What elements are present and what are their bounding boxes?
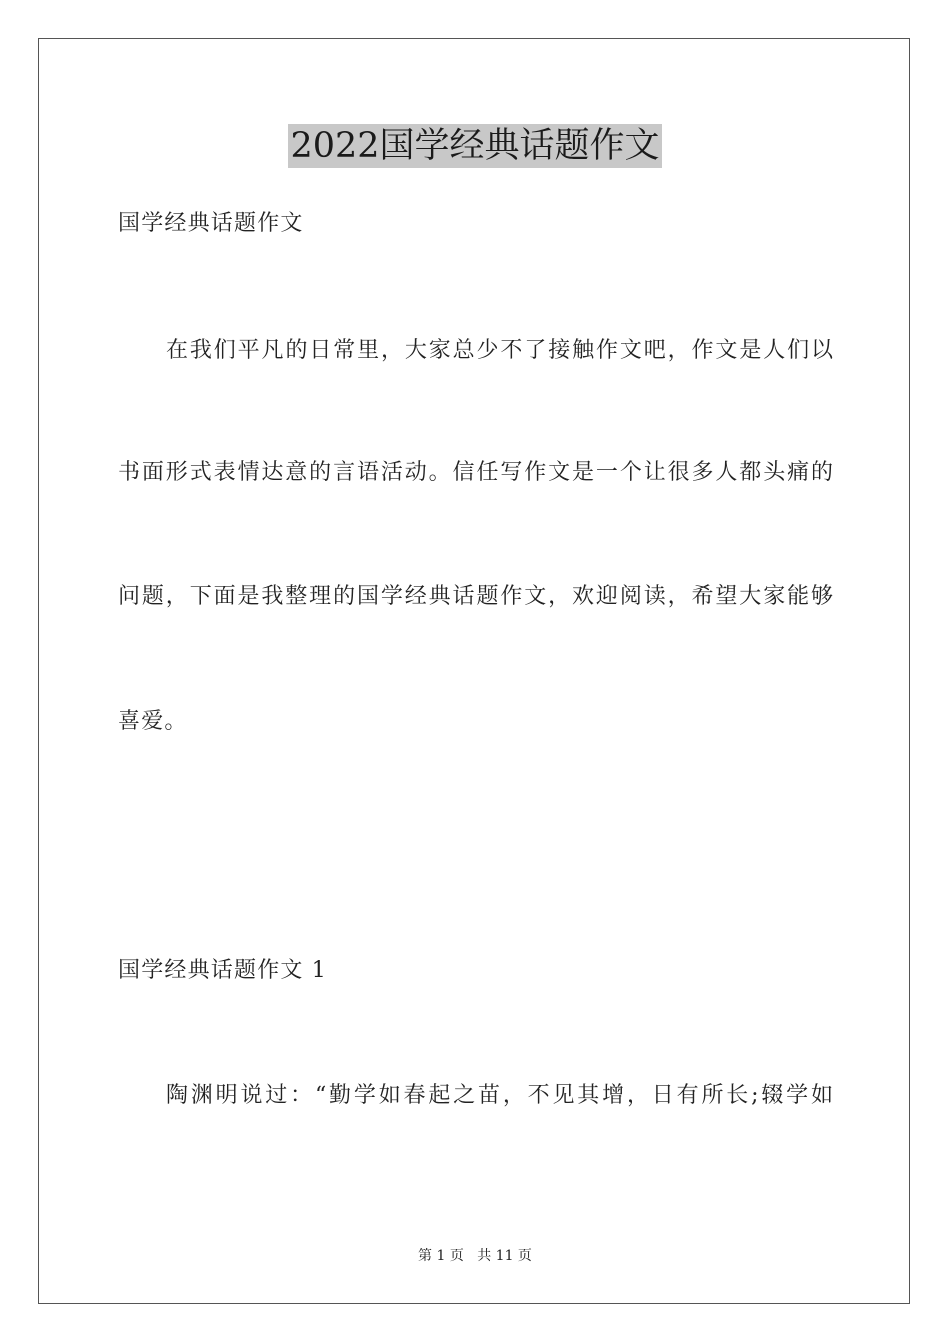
page-total: 共 11 页 — [477, 1248, 532, 1264]
intro-line-4: 喜爱。 — [118, 709, 188, 734]
section-heading: 国学经典话题作文 1 — [118, 958, 327, 983]
document-title: 2022国学经典话题作文 — [290, 126, 660, 166]
document-subtitle: 国学经典话题作文 — [118, 211, 304, 236]
title-container — [0, 124, 950, 168]
intro-line-3: 问题，下面是我整理的国学经典话题作文，欢迎阅读，希望大家能够 — [118, 584, 833, 609]
page-number: 第 1 页 — [418, 1248, 464, 1264]
intro-line-1: 在我们平凡的日常里，大家总少不了接触作文吧，作文是人们以 — [166, 338, 833, 363]
page-footer — [0, 1247, 950, 1265]
section-line-1: 陶渊明说过：“勤学如春起之苗，不见其增，日有所长;辍学如 — [166, 1083, 833, 1108]
intro-line-2: 书面形式表情达意的言语活动。信任写作文是一个让很多人都头痛的 — [118, 460, 833, 485]
